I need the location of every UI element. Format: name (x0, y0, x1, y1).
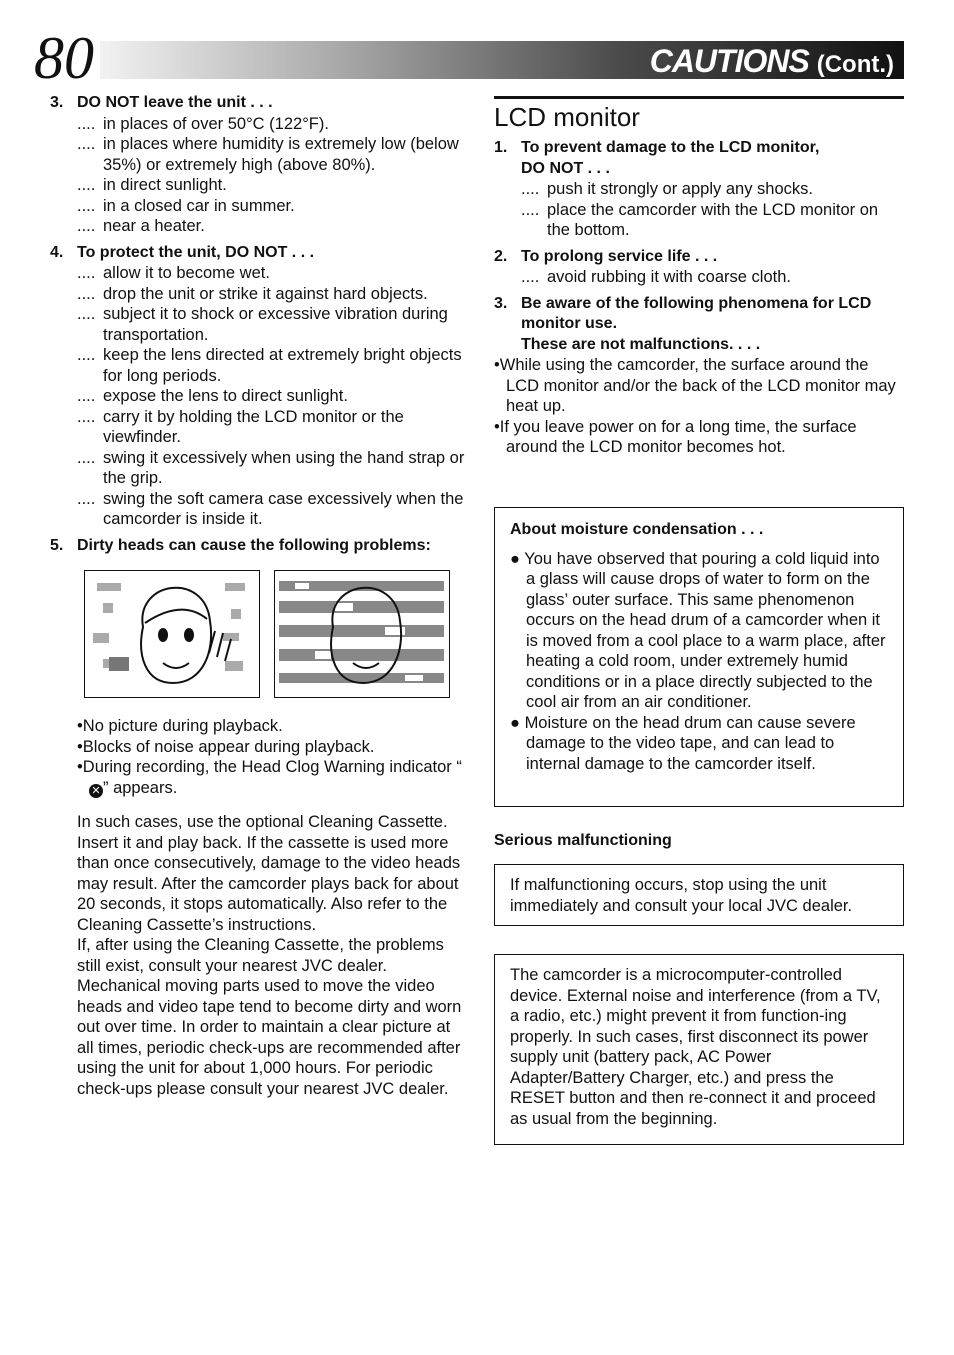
item-text-end: ” appears. (103, 778, 178, 797)
bullet: • (77, 737, 83, 756)
list-item (77, 216, 470, 237)
bullet: • (77, 758, 83, 776)
dots: .... (521, 268, 540, 286)
list-item (77, 757, 470, 798)
serious-text: If malfunctioning occurs, stop using the unit immediately and consult your local JVC dealer. (510, 876, 853, 915)
list-item (77, 716, 470, 737)
section-4-heading (50, 243, 470, 264)
illustrations (84, 570, 470, 698)
item-text: in a closed car in summer. (103, 196, 295, 215)
paragraph: In such cases, use the optional Cleaning Cassette. Insert it and play back. If the cassette is used more than once consecutively, damage to the video heads may result. After the camcorder plays back for about 20 seconds, it stops automatically. Also refer to the Cleaning Cassette’s instructions. (77, 813, 461, 934)
item-text: near a heater. (103, 217, 205, 235)
item-text: drop the unit or strike it against hard objects. (103, 284, 428, 303)
section-5-heading (50, 536, 470, 557)
serious-malfunction-title: Serious malfunctioning (494, 832, 672, 849)
head-clog-warning-icon: ✕ (89, 784, 103, 798)
lcd-item-1 (494, 138, 904, 241)
title-bar (100, 41, 904, 79)
item-text: Moisture on the head drum can cause severe damage to the video tape, and can lead to internal damage to the camcorder itself. (524, 713, 856, 773)
problem-list (77, 716, 470, 798)
list-item (494, 355, 904, 417)
section-4 (50, 243, 470, 530)
dots: .... (77, 387, 96, 405)
dots: .... (77, 346, 96, 364)
lcd-item-3 (494, 294, 904, 458)
moisture-title: About moisture condensation . . . (510, 521, 764, 538)
item-text: No picture during playback. (82, 717, 283, 735)
list-item (521, 179, 904, 200)
item-text: avoid rubbing it with coarse cloth. (547, 268, 791, 286)
list-item (77, 489, 470, 530)
section-number: 2. (494, 247, 508, 265)
cleaning-paragraphs (77, 812, 470, 1099)
bullet: ● (510, 549, 520, 568)
paragraph: If, after using the Cleaning Cassette, the problems still exist, consult your nearest JVC dealer. (77, 936, 444, 975)
dots: .... (77, 217, 96, 235)
heading-text: DO NOT leave the unit . . . (77, 94, 273, 111)
list-item (494, 417, 904, 458)
section-number: 5. (50, 536, 64, 554)
section-number: 4. (50, 243, 64, 261)
heading-line-2: These are not malfunctions. . . . (521, 335, 761, 353)
bullet: • (494, 356, 500, 374)
page-number: 80 (34, 25, 94, 91)
bullet: ● (510, 713, 520, 732)
section-number: 1. (494, 139, 508, 156)
dots: .... (77, 448, 96, 467)
title-suffix: (Cont.) (816, 51, 894, 78)
dots: .... (77, 305, 96, 323)
heading-text: To protect the unit, DO NOT . . . (77, 243, 315, 261)
dots: .... (77, 407, 96, 426)
list-item (521, 267, 904, 288)
item-text: in direct sunlight. (103, 176, 227, 194)
list-item (77, 407, 470, 448)
item-text: in places of over 50°C (122°F). (103, 114, 329, 133)
dots: .... (77, 176, 96, 194)
list-item (77, 448, 470, 489)
section-5 (50, 536, 470, 1100)
lcd-section (494, 96, 904, 458)
item-text: expose the lens to direct sunlight. (103, 387, 348, 405)
heading-text: To prolong service life . . . (521, 247, 718, 265)
item-text: While using the camcorder, the surface around the LCD monitor and/or the back of the LCD monitor may heat up. (499, 356, 896, 415)
list-item (77, 386, 470, 407)
clear-picture-illustration (84, 570, 260, 698)
dots: .... (77, 114, 96, 133)
item-text: swing the soft camera case excessively when the camcorder is inside it. (103, 489, 464, 528)
list-item (77, 263, 470, 284)
dots: .... (77, 196, 96, 215)
section-3 (50, 93, 470, 237)
heading-text: Dirty heads can cause the following problems: (77, 536, 431, 554)
section-number: 3. (50, 94, 64, 111)
item-text: allow it to become wet. (103, 264, 270, 282)
noise-blocks-illustration (274, 570, 450, 698)
lcd-item-2-heading (494, 247, 904, 268)
serious-malfunction-box (494, 864, 904, 926)
item-text: subject it to shock or excessive vibration during transportation. (103, 305, 448, 344)
microcomputer-text: The camcorder is a microcomputer-controlled device. External noise and interference (from a TV, a radio, etc.) might prevent it from function-ing properly. In such cases, first disconnect its power supply unit (battery pack, AC Power Adapter/Battery Charger, etc.) and press the RESET button and then re-connect it and proceed as usual from the beginning. (510, 966, 881, 1128)
list-item (77, 134, 470, 175)
title-main: CAUTIONS (649, 43, 809, 79)
heading-line-2: DO NOT . . . (521, 159, 610, 177)
dots: .... (77, 489, 96, 508)
item-text: Blocks of noise appear during playback. (82, 737, 375, 756)
dots: .... (77, 284, 96, 303)
lcd-item-2 (494, 247, 904, 288)
lcd-title: LCD monitor (494, 96, 904, 132)
left-column (50, 93, 470, 1099)
item-text: place the camcorder with the LCD monitor on the bottom. (547, 200, 879, 239)
item-text: swing it excessively when using the hand strap or the grip. (103, 448, 465, 487)
item-text: carry it by holding the LCD monitor or the viewfinder. (103, 407, 404, 446)
list-item (510, 713, 888, 775)
heading-text: Be aware of the following phenomena for LCD monitor use. (521, 294, 872, 332)
list-item (77, 196, 470, 217)
list-item (77, 304, 470, 345)
item-text: in places where humidity is extremely low (below 35%) or extremely high (above 80%). (103, 135, 459, 174)
list-item (77, 114, 470, 135)
list-item (77, 737, 470, 758)
paragraph: Mechanical moving parts used to move the video heads and video tape tend to become dirty and worn out over time. In order to maintain a clear picture at all times, periodic check-ups are recommended after using the unit for about 1,000 hours. For periodic check-ups please consult your nearest JVC dealer. (77, 977, 462, 1098)
list-item (77, 284, 470, 305)
heading-text: To prevent damage to the LCD monitor, (521, 139, 820, 156)
item-text: During recording, the Head Clog Warning indicator “ (82, 758, 462, 776)
lcd-item-1-heading (494, 138, 904, 159)
item-text: If you leave power on for a long time, the surface around the LCD monitor becomes hot. (499, 417, 857, 456)
bullet: • (77, 717, 83, 735)
item-text: keep the lens directed at extremely bright objects for long periods. (103, 346, 462, 385)
item-text: push it strongly or apply any shocks. (547, 180, 813, 198)
section-3-heading (50, 93, 470, 114)
lcd-item-3-heading (494, 294, 904, 335)
dots: .... (77, 264, 96, 282)
bullet: • (494, 417, 500, 436)
list-item (77, 175, 470, 196)
section-number: 3. (494, 294, 508, 312)
list-item (510, 549, 888, 713)
page-title (650, 43, 894, 83)
list-item (521, 200, 904, 241)
dots: .... (77, 135, 96, 153)
dots: .... (521, 180, 540, 198)
list-item (77, 345, 470, 386)
dots: .... (521, 200, 540, 219)
moisture-condensation-box (494, 507, 904, 807)
microcomputer-box (494, 954, 904, 1145)
item-text: You have observed that pouring a cold liquid into a glass will cause drops of water to form on the glass’ outer surface. This same phenomenon occurs on the head drum of a camcorder when it is moved from a cool place to a warm place, after heating a cold room, under extremely humid conditions or in a place directly subjected to the cool air from an air conditioner. (524, 549, 886, 711)
